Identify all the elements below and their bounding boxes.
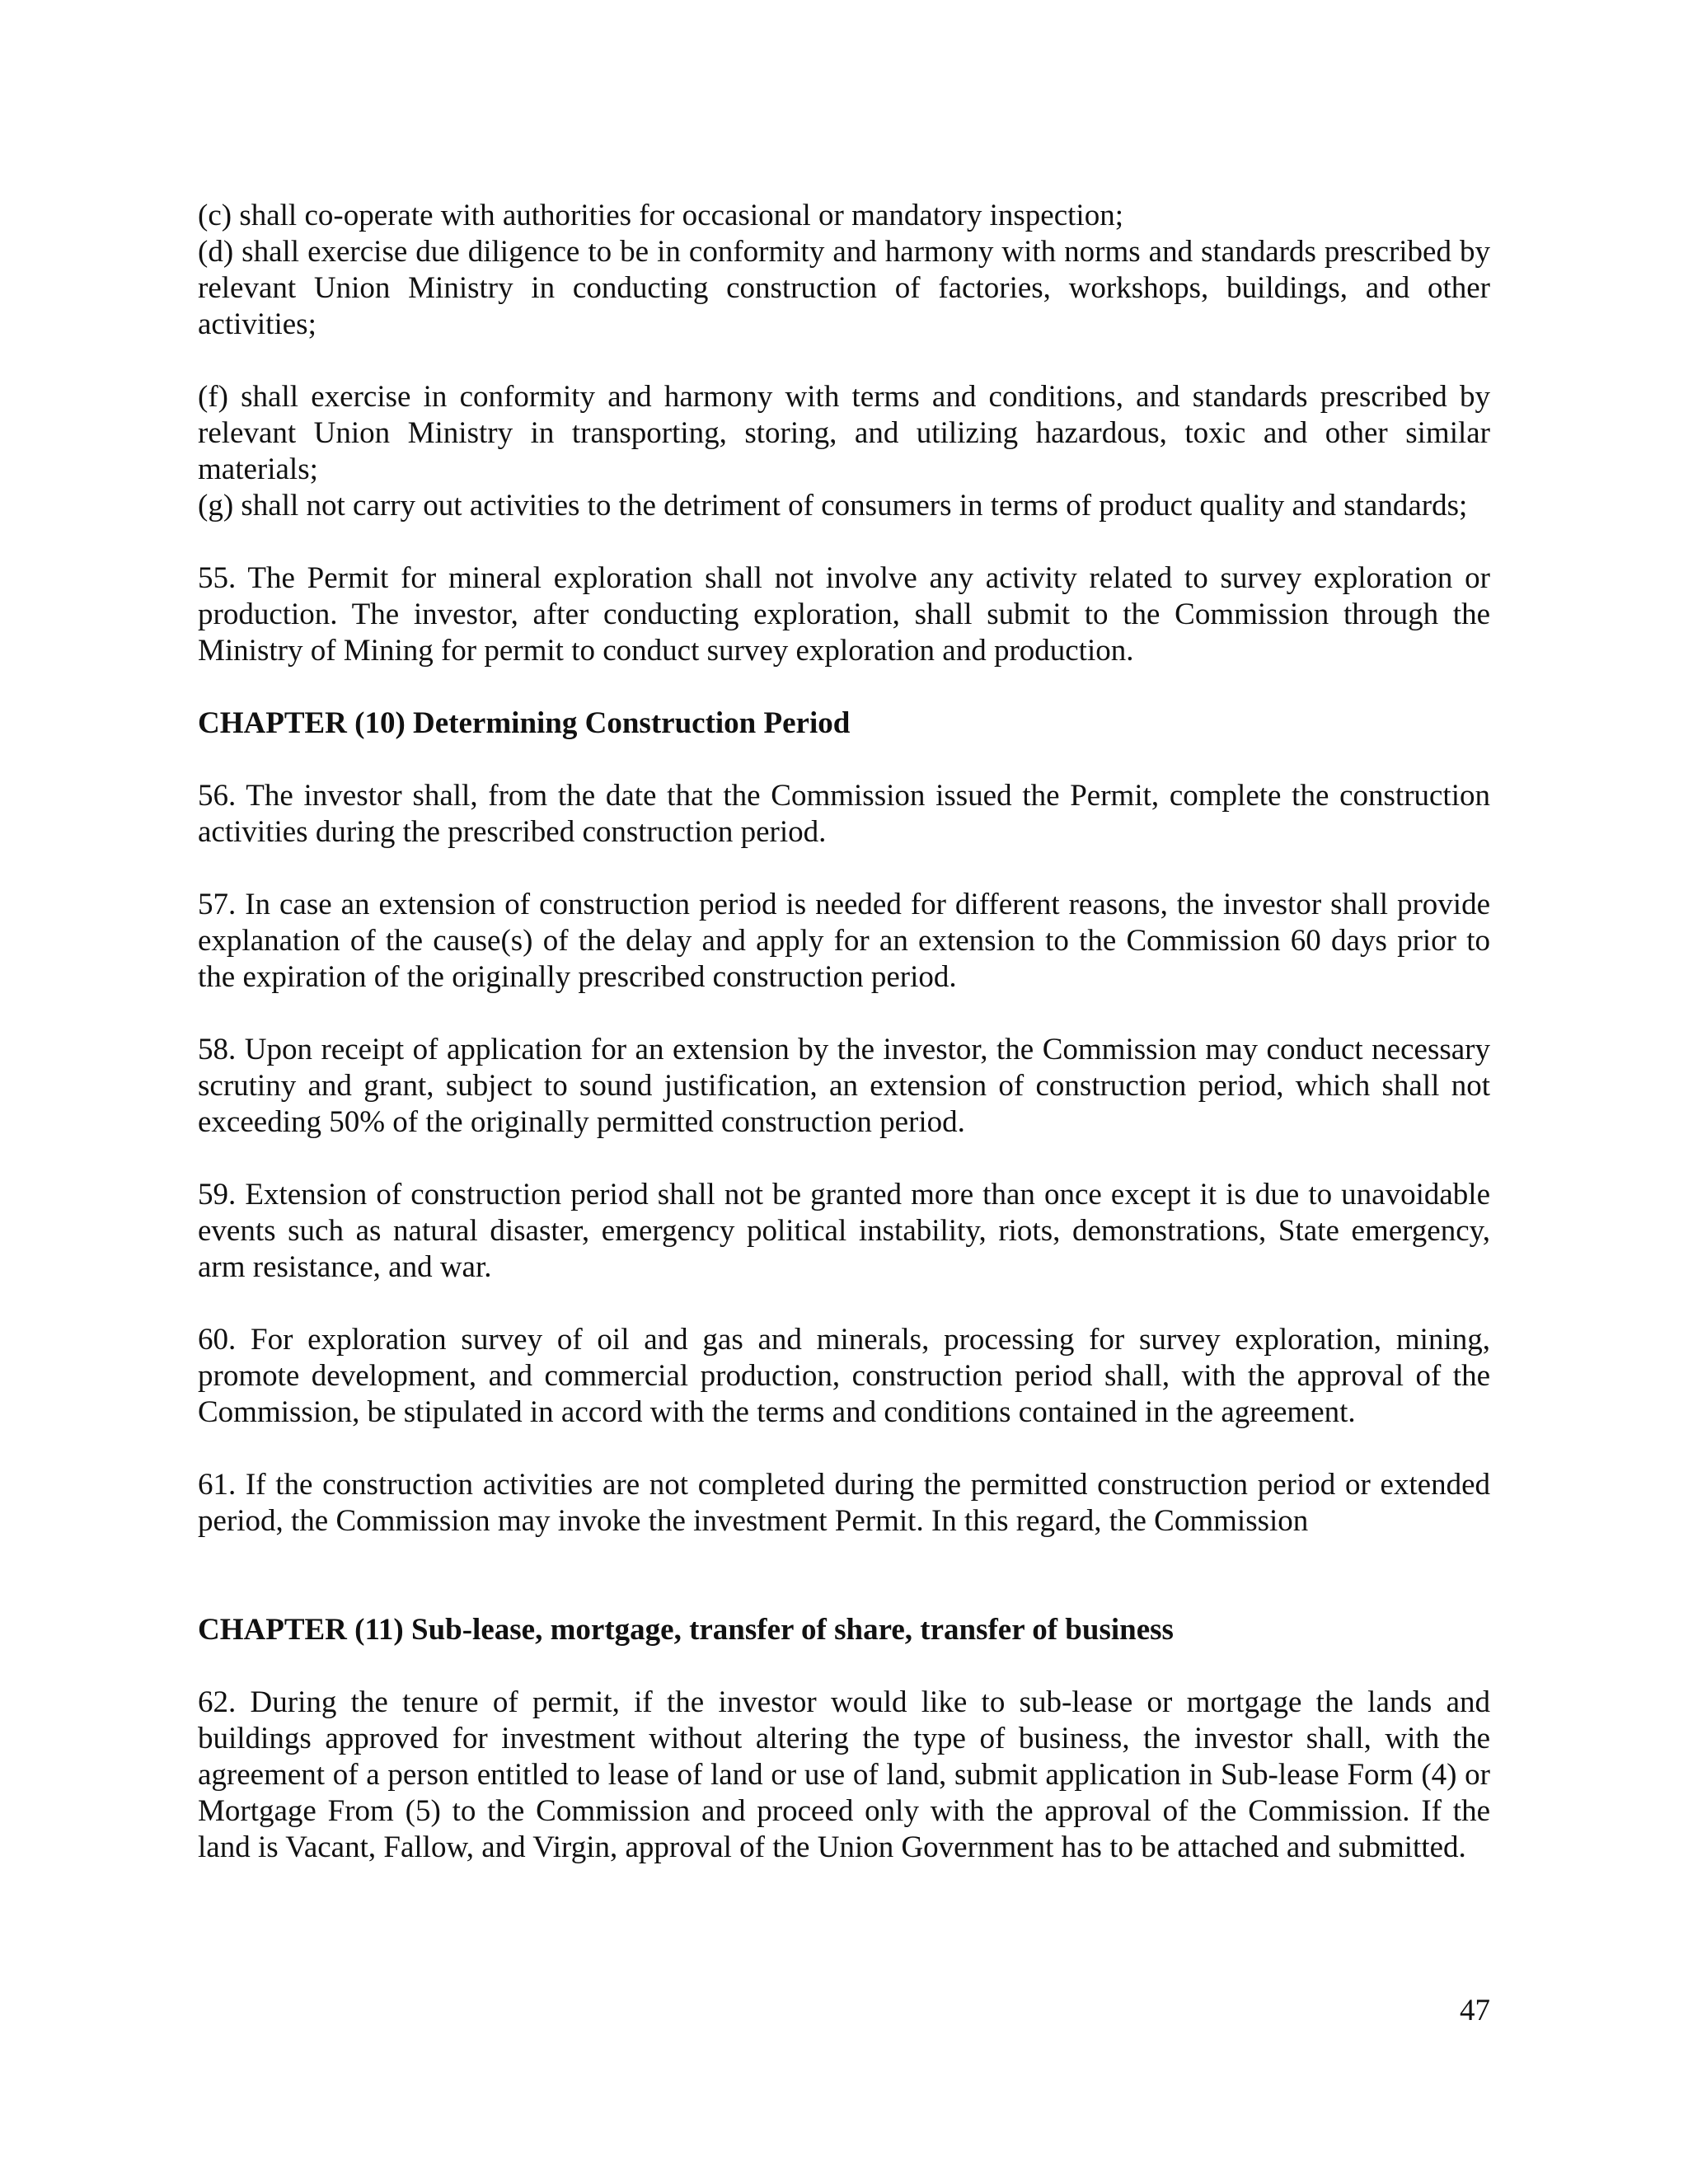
paragraph-55: 55. The Permit for mineral exploration shall not involve any activity related to survey exploration or production. The investor, after conducting exploration, shall submit to the Commission through the Ministry of Mining for permit to conduct survey exploration and production. — [198, 561, 1490, 668]
paragraph-60: 60. For exploration survey of oil and gas and minerals, processing for survey exploration, mining, promote development, and commercial production, construction period shall, with the approval of the Commission, be stipulated in accord with the terms and conditions contained in the agreement. — [198, 1323, 1490, 1429]
spacer — [198, 742, 1490, 778]
spacer — [198, 996, 1490, 1032]
spacer — [198, 524, 1490, 560]
spacer — [198, 1141, 1490, 1177]
paragraph-58: 58. Upon receipt of application for an extension by the investor, the Commission may conduct necessary scrutiny and grant, subject to sound justification, an extension of construction period, which shall not exceeding 50% of the originally permitted construction period. — [198, 1033, 1490, 1139]
paragraph-59: 59. Extension of construction period shall not be granted more than once except it is due to unavoidable events such as natural disaster, emergency political instability, riots, demonstrations, State emergency, arm resistance, and war. — [198, 1178, 1490, 1284]
spacer — [198, 1286, 1490, 1322]
item-g: (g) shall not carry out activities to the detriment of consumers in terms of product quality and standards; — [198, 489, 1468, 523]
spacer — [198, 669, 1490, 705]
page-number: 47 — [1460, 1994, 1490, 2027]
spacer — [198, 851, 1490, 887]
chapter-10-heading: CHAPTER (10) Determining Construction Period — [198, 706, 851, 740]
item-c: (c) shall co-operate with authorities for occasional or mandatory inspection; — [198, 199, 1123, 232]
spacer — [198, 1431, 1490, 1467]
paragraph-62: 62. During the tenure of permit, if the investor would like to sub-lease or mortgage the lands and buildings approved for investment without altering the type of business, the investor shall, with the agreement of a person entitled to lease of land or use of land, submit application in Sub-lease Form (4) or Mortgage From (5) to the Commission and proceed only with the approval of the Commission. If the land is Vacant, Fallow, and Virgin, approval of the Union Government has to be attached and submitted. — [198, 1685, 1490, 1864]
paragraph-57: 57. In case an extension of construction period is needed for different reasons, the investor shall provide explanation of the cause(s) of the delay and apply for an extension to the Commission 60 days prior to the expiration of the originally prescribed construction period. — [198, 888, 1490, 994]
paragraph-61: 61. If the construction activities are not completed during the permitted construction period or extended period, the Commission may invoke the investment Permit. In this regard, the Commission — [198, 1468, 1490, 1538]
spacer — [198, 1540, 1490, 1576]
spacer — [198, 1648, 1490, 1685]
item-d: (d) shall exercise due diligence to be in conformity and harmony with norms and standards prescribed by relevant Union Ministry in conducting construction of factories, workshops, buildings, and other activities; — [198, 235, 1490, 341]
document-page — [198, 198, 1490, 1866]
spacer — [198, 343, 1490, 379]
spacer — [198, 1576, 1490, 1612]
chapter-11-heading: CHAPTER (11) Sub-lease, mortgage, transfer of share, transfer of business — [198, 1613, 1174, 1647]
item-f: (f) shall exercise in conformity and harmony with terms and conditions, and standards prescribed by relevant Union Ministry in transporting, storing, and utilizing hazardous, toxic and other similar materials; — [198, 380, 1490, 486]
paragraph-56: 56. The investor shall, from the date that the Commission issued the Permit, complete the construction activities during the prescribed construction period. — [198, 779, 1490, 849]
